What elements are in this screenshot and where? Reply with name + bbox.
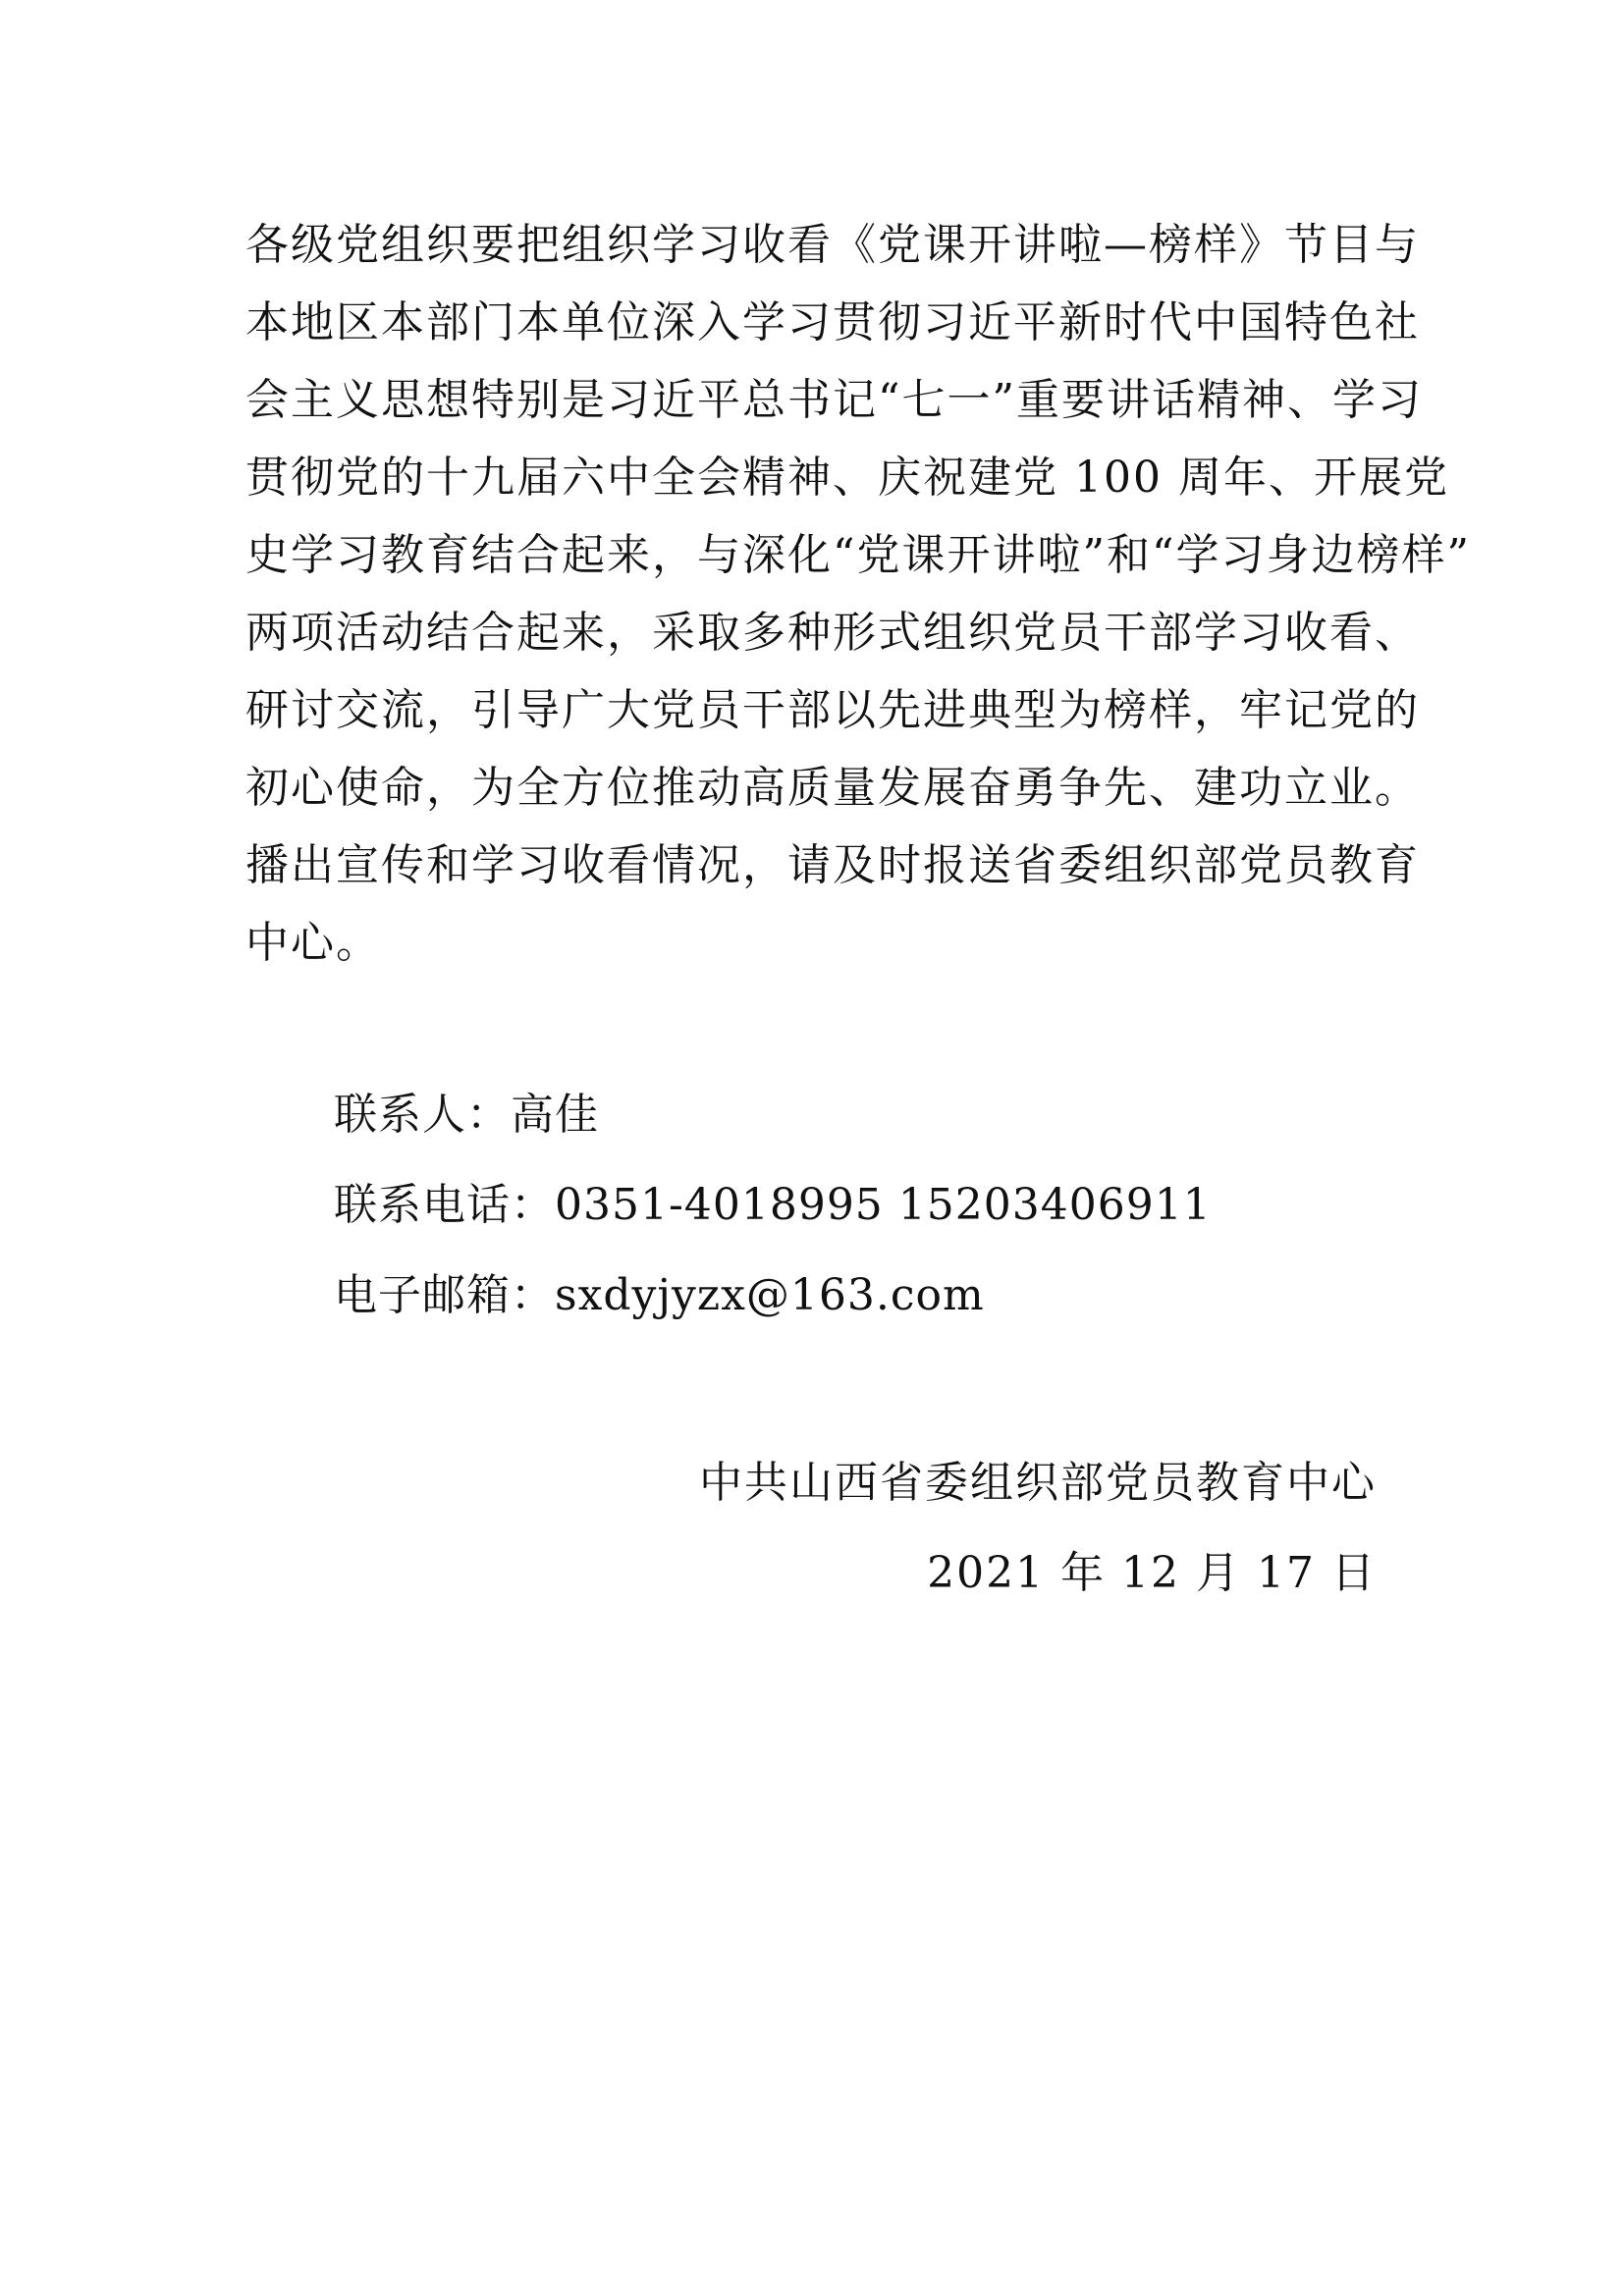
body-line-2: 本地区本部门本单位深入学习贯彻习近平新时代中国特色社	[245, 297, 1420, 347]
body-line-8: 初心使命，为全方位推动高质量发展奋勇争先、建功立业。	[245, 763, 1420, 813]
contact-email: 电子邮箱：sxdyjyzx@163.com	[334, 1270, 985, 1320]
body-line-3: 会主义思想特别是习近平总书记“七一”重要讲话精神、学习	[245, 375, 1423, 425]
body-line-5: 史学习教育结合起来，与深化“党课开讲啦”和“学习身边榜样”	[245, 530, 1471, 580]
body-line-4: 贯彻党的十九届六中全会精神、庆祝建党 100 周年、开展党	[245, 453, 1449, 503]
contact-person: 联系人：高佳	[334, 1090, 599, 1140]
body-line-6: 两项活动结合起来，采取多种形式组织党员干部学习收看、	[245, 608, 1420, 658]
body-line-9: 播出宣传和学习收看情况，请及时报送省委组织部党员教育	[245, 840, 1420, 890]
signature-date: 2021 年 12 月 17 日	[927, 1548, 1377, 1598]
body-paragraph	[245, 206, 1471, 982]
body-line-7: 研讨交流，引导广大党员干部以先进典型为榜样，牢记党的	[245, 685, 1420, 735]
body-line-1: 各级党组织要把组织学习收看《党课开讲啦—榜样》节目与	[245, 220, 1420, 270]
signature-block	[699, 1438, 1377, 1619]
signature-organization: 中共山西省委组织部党员教育中心	[699, 1458, 1377, 1508]
contact-block	[334, 1070, 1212, 1341]
contact-phone: 联系电话：0351-4018995 15203406911	[334, 1180, 1212, 1230]
body-line-10: 中心。	[245, 918, 381, 968]
